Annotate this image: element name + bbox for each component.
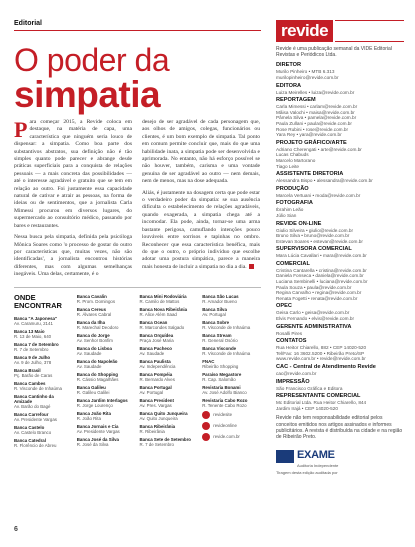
store-item [14, 355, 73, 365]
staff-member: Yara Rey • yara@revide.com.br [276, 132, 342, 138]
staff-role: EDITORA [276, 82, 302, 89]
store-name: Banca Mini Rodoviária [139, 293, 187, 299]
staff-member: Geisa Carlo • geisa@revide.com.br [276, 310, 350, 316]
store-address: R. 7 de Setembro [139, 441, 174, 447]
title-line-2: simpatia [14, 74, 161, 115]
store-address: R. Cássio Magalhães [76, 376, 119, 382]
store-address: Av. Portugal [202, 311, 226, 317]
staff-role: ASSISTENTE DIRETORIA [276, 171, 344, 178]
store-name: Paraíso Megastore [202, 371, 242, 377]
end-mark-icon [249, 264, 254, 269]
store-address: R. Alice Além Saad [139, 311, 177, 317]
drop-cap: P [14, 117, 28, 142]
staff-member: Tiago Leite [276, 163, 300, 169]
store-item [140, 424, 199, 434]
store-item [14, 425, 73, 435]
store-address: R. Bernardo Alves [139, 376, 175, 382]
store-item [140, 320, 199, 330]
store-name: Banca do Napoleão [76, 358, 118, 364]
store-address: Av. Presidente Vargas [14, 416, 57, 422]
store-item [14, 368, 73, 378]
store-item [77, 398, 136, 408]
staff-role: IMPRESSÃO [276, 378, 310, 385]
store-name: Banca Brasil [14, 367, 41, 373]
exame-logo-icon [276, 450, 294, 463]
store-name: Banca Pacheco [139, 345, 172, 351]
store-name: Banca Jardim Interlagos [76, 397, 128, 403]
staff-member: cac@revide.com.br [276, 371, 317, 376]
store-address: Av. Saudade [76, 363, 102, 369]
store-address: Av. Saudade [76, 350, 102, 356]
logo-rule [335, 20, 404, 42]
store-item [140, 411, 199, 421]
store-item [140, 372, 199, 382]
staff-role: FOTOGRAFIA [276, 200, 313, 207]
store-item [140, 307, 199, 317]
store-item [202, 359, 261, 369]
store-address: R. Jorge Lourenço [76, 402, 113, 408]
staff-member: Luciana Sembinelli • luciana@revide.com.br [276, 279, 368, 285]
store-item [140, 346, 199, 356]
where-heading: ONDE ENCONTRAR [14, 292, 62, 310]
store-address: Av. Presidente Vargas [76, 428, 120, 434]
store-item [14, 381, 73, 391]
store-address: Av. Barão do Bagé [14, 403, 51, 409]
store-address: Av. Caramuru, 2141 [14, 320, 53, 326]
store-name: Banca Sete de Setembro [139, 436, 191, 442]
store-address: R. Visconde de Inhaúma [202, 350, 251, 356]
store-item [202, 372, 261, 382]
staff-role: CAC - Central de Atendimento Revide [276, 364, 376, 370]
store-address: R. 13 de Maio, 640 [14, 333, 52, 339]
store-name: Banca Portugal [139, 384, 172, 390]
store-name: Banca Ocean [139, 319, 168, 325]
social-link[interactable] [202, 433, 261, 441]
store-name: Banca Jornais e Cia [76, 423, 119, 429]
staff-member: Mâisa Valochi • maisa@revide.com.br [276, 109, 355, 115]
where-to-find [14, 294, 261, 451]
store-item [77, 385, 136, 395]
store-item [202, 320, 261, 330]
staff-role: GERENTE ADMINISTRATIVA [276, 323, 352, 330]
social-link[interactable] [202, 422, 261, 430]
social-icon [202, 422, 210, 430]
staff-role: SUPERVISORA COMERCIAL [276, 246, 352, 253]
store-address: Av. Quito Junqueira [139, 415, 178, 421]
disclaimer: Revide não tem responsabilidade editorial pelos conceitos emitidos nos artigos assinados e informes publicitários. A revista é distribuída na cidade e na região de Ribeirão Preto. [276, 415, 403, 440]
staff-member: Marcelo Martorano [276, 157, 316, 163]
social-icon [202, 411, 210, 419]
store-address: R. Visconde de Inhaúma [202, 324, 251, 330]
store-name: Banca do Jorge [76, 332, 110, 338]
store-name: Banca 13 Maio [14, 328, 45, 334]
store-name: Banca da Ilha [76, 319, 106, 325]
store-name: Banca Paulista [139, 358, 171, 364]
store-address: R. José da Silva [76, 441, 109, 447]
staff-member: murilopinheiro@revide.com.br [276, 75, 339, 80]
staff-member: Giulio Silveira • giulio@revide.com.br [276, 227, 354, 233]
store-address: Praça José Maria [139, 337, 174, 343]
staff-role: REVIDE ON-LINE [276, 220, 322, 227]
store-name: Banca Cambes [14, 380, 46, 386]
exame-tagline: Auditoria Independente [297, 463, 339, 469]
store-item [77, 320, 136, 330]
store-address: R. Florêncio de Abreu [14, 442, 57, 448]
section-label: Editorial [14, 20, 43, 27]
store-name: FNAC [202, 358, 215, 364]
store-address: R. 7 de Setembro [14, 346, 49, 352]
store-item [140, 333, 199, 343]
store-name: Banca Orquídea [139, 332, 174, 338]
staff-member: Jardim Irajá • CEP 14020-520 [276, 405, 339, 411]
store-name: Banca Quito Junqueira [139, 410, 188, 416]
staff-member: Paula Zullani • paula@revide.com.br [276, 120, 352, 126]
store-address: R. Prom. Domingos [76, 298, 116, 304]
where-column-2 [77, 294, 136, 451]
staff-member: Rosalli Pires [276, 330, 303, 336]
where-column-4 [202, 294, 261, 451]
staff-role: CONTATOS [276, 338, 307, 345]
staff-role: COMERCIAL [276, 260, 310, 267]
store-item [202, 333, 261, 343]
store-item [77, 359, 136, 369]
store-item [77, 333, 136, 343]
store-item [140, 385, 199, 395]
store-address: Av. 9 de Julho, 378 [14, 359, 52, 365]
store-name: Banca Galileu [76, 384, 106, 390]
staff-member: Estevan Soares • estevan@revide.com.br [276, 238, 363, 244]
staff-member: Paula Souza • paula@revide.com.br [276, 284, 352, 290]
store-item [77, 307, 136, 317]
staff-member: Alessandra Bispo • alessandra@revide.com.br [276, 178, 373, 184]
article-body [14, 119, 261, 283]
exame-audit [276, 445, 404, 468]
store-item [140, 294, 199, 304]
social-handle: revidesite [213, 412, 233, 418]
store-item [14, 438, 73, 448]
title-line-1: O poder da [14, 42, 170, 78]
staff-member: Renata Fogetti • renata@revide.com.br [276, 295, 358, 301]
store-item [77, 424, 136, 434]
staff-member: Carla Mimessi • carlam@revide.com.br [276, 104, 358, 110]
paragraph: Nessa busca pela simpatia, definida pela psicóloga Mônica Soares como 'o processo de gostar do outro por características que, muitas vezes, não são identificadas', a jornalista encontrou histórias diferentes, mas com algumas semelhanças inegáveis. Uma delas, certamente, é o [14, 234, 132, 278]
staff-list [276, 62, 404, 411]
staff-member: Cristina Cantarella • cristina@revide.com.br [276, 267, 367, 273]
social-link[interactable] [202, 411, 261, 419]
store-name: Banca José da Silva [76, 436, 119, 442]
store-name: Banca Nova Ribeirânia [139, 306, 188, 312]
store-name: Banca do Lisboa [76, 345, 112, 351]
store-name: Revistaria Cabo Rozo [202, 397, 248, 403]
staff-member: Mc Editorial Ltda. Rua Heitor Chiarello, 844 [276, 400, 367, 406]
store-address: R. Ribeirânia [139, 428, 165, 434]
store-name: Banca Carrefour [14, 411, 49, 417]
masthead-intro: Revide é uma publicação semanal da VIDE Editorial Revistas e Periódicos Ltda. [276, 46, 392, 59]
tiragem-note: Tiragem desta edição auditada por [276, 470, 338, 476]
store-address: R. Visconde de Inhaúma [14, 385, 63, 391]
article-column-1 [14, 119, 132, 283]
store-item [77, 411, 136, 421]
store-address: Av. Saudade [139, 350, 165, 356]
store-address: R. Marcondes Salgado [139, 324, 185, 330]
store-item [140, 437, 199, 447]
store-address: R. Galileu Galilei [76, 389, 110, 395]
store-name: Banca João Rita [76, 410, 111, 416]
staff-member: Luiza Meirelles • luiza@revide.com.br [276, 89, 355, 95]
staff-member: Murilo Pinheiro • MTB 6.313 [276, 69, 335, 75]
staff-member: Rua Heitor Chiarello, 882 • CEP 14020-520 [276, 345, 367, 351]
store-address: Av. Pres. Vargas [139, 402, 172, 408]
staff-member: www.revide.com.br • revide@revide.com.br [276, 356, 366, 362]
logo-row [276, 20, 404, 42]
store-name: Banca São Lucas [202, 293, 239, 299]
staff-member: Júlio Sian [276, 212, 297, 218]
store-address: R. Tenente Cabo Rozo [202, 402, 247, 408]
article-column-2 [142, 119, 260, 283]
store-address: R. General Osório [202, 337, 238, 343]
store-name: Banca Cantinho da Amizade [14, 393, 54, 404]
staff-member: Ibrahim Leão [276, 207, 304, 213]
store-name: Banca Castelo [14, 424, 45, 430]
store-address: R. Marechal Deodoro [76, 324, 119, 330]
staff-role: PROJETO GRÁFICO/ARTE [276, 139, 347, 146]
store-item [77, 294, 136, 304]
staff-role: DIRETOR [276, 62, 302, 69]
store-item [140, 398, 199, 408]
social-icon [202, 433, 210, 441]
store-item [202, 398, 261, 408]
where-column-3 [140, 294, 199, 451]
store-address: Av. Senhor Bonfim [76, 337, 113, 343]
staff-member: Rose Rubini • rose@revide.com.br [276, 126, 349, 132]
exame-name: EXAME [297, 449, 335, 462]
staff-role: REPORTAGEM [276, 97, 316, 104]
store-address: Av. Portugal [139, 389, 164, 395]
store-name: Banca Ribeirânia [139, 423, 176, 429]
staff-member: Daniela Fonseca • daniela@revide.com.br [276, 273, 364, 279]
social-handle: revideonline [213, 423, 237, 429]
paragraph: Para começar 2015, a Revide coloca em destaque, na matéria de capa, uma característica que ninguém seria louco de dispensar: a simpatia. Como boa parte dos substantivos abstratos, sua definição não é tão simples quanto pode parecer e abrange desde práticas superficiais para a conquista de relações pessoais — a mais concreta das possibilidades — até o interesse agradável e gratuito que se tem em relação ao outro. Foi justamente essa capacidade natural de cativar e atrair as pessoas, na forma de ideias ou de sentimentos, que a jornalista Carla Mimessi procurou em diversos lugares, do supermercado ao consultório médico, passando por bares e restaurantes. [14, 117, 132, 229]
store-name: Banca Catedral [14, 437, 46, 443]
store-item [202, 307, 261, 317]
store-item [140, 359, 199, 369]
store-name: Banca do Shopping [76, 371, 118, 377]
staff-member: São Francisco Gráfica e Editora [276, 385, 343, 391]
store-name: Revistaria Bonami [202, 384, 241, 390]
store-item [14, 342, 73, 352]
staff-member: Mara Lúcia Cavallari • mara@revide.com.br [276, 253, 367, 259]
paragraph: desejo de ser agradável de cada personagem que, aos olhos de amigos, colegas, funcionários ou clientes, é um bom exemplo de simpatia. Tal ponto em comum permite concluir que, mais do que uma habilidade inata, a simpatia pode ser desenvolvida e aprimorada. No entanto, não há esforço possível se não houver, também, carisma e uma vontade genuína de ser agradável ao outro — nem demais, nem de menos, mas na dose adequada. [142, 119, 260, 185]
store-address: R. Camilo de Mattos [139, 298, 180, 304]
staff-role: PRODUÇÃO [276, 185, 309, 192]
staff-member: Regina Carvalho • regina@revide.com.br [276, 290, 362, 296]
staff-member: Bruno Silva • bruno@revide.com.br [276, 233, 350, 239]
store-name: Banca 9 de Julho [14, 354, 51, 360]
divider [14, 287, 261, 288]
store-item [77, 372, 136, 382]
section-rule [14, 30, 261, 31]
store-name: Banca Cavalin [76, 293, 107, 299]
store-item [14, 412, 73, 422]
store-address: R. João Rita [76, 415, 101, 421]
store-item [14, 394, 73, 409]
staff-member: Lucas Chabuds [276, 152, 309, 158]
store-name: Banca Cereus [76, 306, 107, 312]
store-item [77, 437, 136, 447]
masthead [276, 20, 404, 475]
store-item [14, 316, 73, 326]
staff-member: Adriano Cherengati • arte@revide.com.br [276, 146, 362, 152]
store-address: Pç. Barão de Caras [14, 372, 53, 378]
store-item [202, 294, 261, 304]
store-address: R. Amador Bueno [202, 298, 237, 304]
staff-role: REPRESENTANTE COMERCIAL [276, 393, 361, 400]
editorial-article [14, 20, 261, 451]
store-item [202, 385, 261, 395]
store-address: Av. Independência [139, 363, 176, 369]
store-address: Av. Castelo Branco [14, 429, 52, 435]
store-name: Banca Silva [202, 306, 227, 312]
store-item [202, 346, 261, 356]
store-address: Av. José Adolfo Bianco [202, 389, 247, 395]
store-name: Banca 7 de Setembro [14, 341, 59, 347]
staff-member: Elvis Fernando • elvis@revide.com.br [276, 316, 355, 322]
staff-member: Pâmela Silva • pamela@revide.com.br [276, 115, 357, 121]
revide-logo: revide [276, 20, 333, 42]
store-name: Banca Visconde [202, 345, 237, 351]
staff-member: Marcela Vertuani • moda@revide.com.br [276, 192, 361, 198]
staff-role: OPEC [276, 303, 292, 310]
store-name: Banca Sobre [202, 319, 230, 325]
store-name: Banca "A Japonesa" [14, 315, 58, 321]
store-address: R. Cap. Salomão [202, 376, 236, 382]
staff-member: Tel/Fax: 16 3602.5200 • Ribeirão Preto/SP [276, 350, 365, 356]
where-column-1 [14, 294, 73, 451]
store-item [14, 329, 73, 339]
store-name: Banca Pompéia [139, 371, 173, 377]
store-item [77, 346, 136, 356]
page-number: 6 [14, 526, 18, 533]
paragraph: Aliás, é justamente na dosagem certa que pode estar o verdadeiro poder da simpatia: se sua ausência dificulta o estabelecimento de relações agradáveis, quando exagerada, a simpatia chega até a incomodar. Ela pode, ainda, tornar-se uma arma bastante perigosa, camuflando intenções pouco louváveis entre sorrisos e tapinhas no ombro. Reconhecer que essa característica benéfica, mais do que o outro, o próprio indivíduo que escolhe adotar uma postura simpática, parece a maneira mais honesta de incluir a simpatia no dia a dia. [142, 189, 260, 270]
store-address: Ribeirão Shopping [202, 363, 239, 369]
social-handle: revide.com.br [213, 434, 240, 440]
store-address: R. Álvares Cabral [76, 311, 112, 317]
store-name: Banca Stream [202, 332, 232, 338]
store-name: Banca President [139, 397, 174, 403]
